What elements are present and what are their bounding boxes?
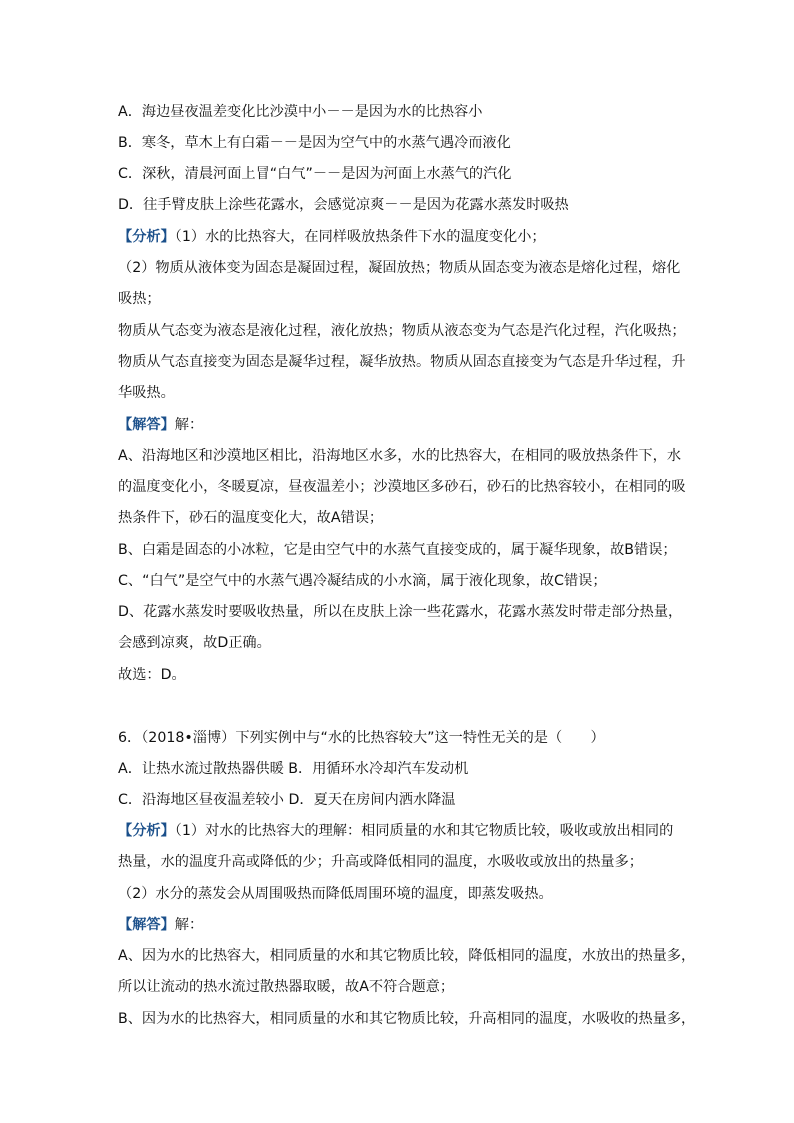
q5-answer-tag: 【解答】 xyxy=(118,417,175,433)
q5-answer-line-1: A、沿海地区和沙漠地区相比，沿海地区水多，水的比热容大，在相同的吸放热条件下，水 xyxy=(118,448,682,464)
q6-options-row-1: A．让热水流过散热器供暖 B．用循环水冷却汽车发动机 xyxy=(118,761,469,777)
q6-options-row-2: C．沿海地区昼夜温差较小 D．夏天在房间内洒水降温 xyxy=(118,792,456,808)
q5-answer-line-3: 热条件下，砂石的温度变化大，故A错误； xyxy=(118,510,384,526)
q5-final-answer: 故选：D。 xyxy=(118,667,186,683)
q5-answer-line-4: B、白霜是固态的小冰粒，它是由空气中的水蒸气直接变成的，属于凝华现象，故B错误； xyxy=(118,542,677,558)
q6-answer-prefix: 解： xyxy=(174,917,204,933)
q5-analysis-line-4: 物质从气态变为液态是液化过程，液化放热；物质从液态变为气态是汽化过程，汽化吸热； xyxy=(118,323,686,339)
q5-analysis-tag: 【分析】 xyxy=(118,229,175,245)
q5-analysis-line-1 xyxy=(118,227,678,247)
q6-analysis-line-1 xyxy=(118,821,678,841)
q5-answer-line-5: C、“白气”是空气中的水蒸气遇冷凝结成的小水滴，属于液化现象，故C错误； xyxy=(118,573,607,589)
q5-answer-line-2: 的温度变化小，冬暖夏凉，昼夜温差小；沙漠地区多砂石，砂石的比热容较小，在相同的吸 xyxy=(118,479,686,495)
q6-stem: 6．（2018•淄博）下列实例中与“水的比热容较大”这一特性无关的是（ ） xyxy=(118,730,605,746)
q5-analysis-text-1: （1）水的比热容大，在同样吸放热条件下水的温度变化小； xyxy=(174,229,546,245)
q6-answer-line-1: A、因为水的比热容大，相同质量的水和其它物质比较，降低相同的温度，水放出的热量多， xyxy=(118,948,696,964)
q5-analysis-line-3: 吸热； xyxy=(118,291,161,307)
q6-analysis-line-2: 热量，水的温度升高或降低的少；升高或降低相同的温度，水吸收或放出的热量多； xyxy=(118,854,643,870)
q5-answer-line-6: D、花露水蒸发时要吸收热量，所以在皮肤上涂一些花露水，花露水蒸发时带走部分热量， xyxy=(118,604,683,620)
q5-analysis-line-2: （2）物质从液体变为固态是凝固过程，凝固放热；物质从固态变为液态是熔化过程，熔化 xyxy=(118,260,681,276)
q5-option-c: C．深秋，清晨河面上冒“白气”－－是因为河面上水蒸气的汽化 xyxy=(118,166,512,182)
q5-option-b: B．寒冬，草木上有白霜－－是因为空气中的水蒸气遇冷而液化 xyxy=(118,135,511,151)
q6-answer-header xyxy=(118,915,678,935)
q6-analysis-text-1: （1）对水的比热容大的理解：相同质量的水和其它物质比较，吸收或放出相同的 xyxy=(174,823,674,839)
q6-analysis-tag: 【分析】 xyxy=(118,823,175,839)
q5-answer-line-7: 会感到凉爽，故D正确。 xyxy=(118,635,271,651)
q6-answer-tag: 【解答】 xyxy=(118,917,175,933)
q5-option-d: D．往手臂皮肤上涂些花露水，会感觉凉爽－－是因为花露水蒸发时吸热 xyxy=(118,197,569,213)
q6-answer-line-3: B、因为水的比热容大，相同质量的水和其它物质比较，升高相同的温度，水吸收的热量多， xyxy=(118,1011,696,1027)
q5-analysis-line-6: 华吸热。 xyxy=(118,385,175,401)
q6-answer-line-2: 所以让流动的热水流过散热器取暖，故A不符合题意； xyxy=(118,979,455,995)
q6-analysis-line-3: （2）水分的蒸发会从周围吸热而降低周围环境的温度，即蒸发吸热。 xyxy=(118,886,553,902)
q5-answer-header xyxy=(118,415,678,435)
q5-option-a: A．海边昼夜温差变化比沙漠中小－－是因为水的比热容小 xyxy=(118,104,483,120)
q5-analysis-line-5: 物质从气态直接变为固态是凝华过程，凝华放热。物质从固态直接变为气态是升华过程，升 xyxy=(118,354,686,370)
q5-answer-prefix: 解： xyxy=(174,417,204,433)
